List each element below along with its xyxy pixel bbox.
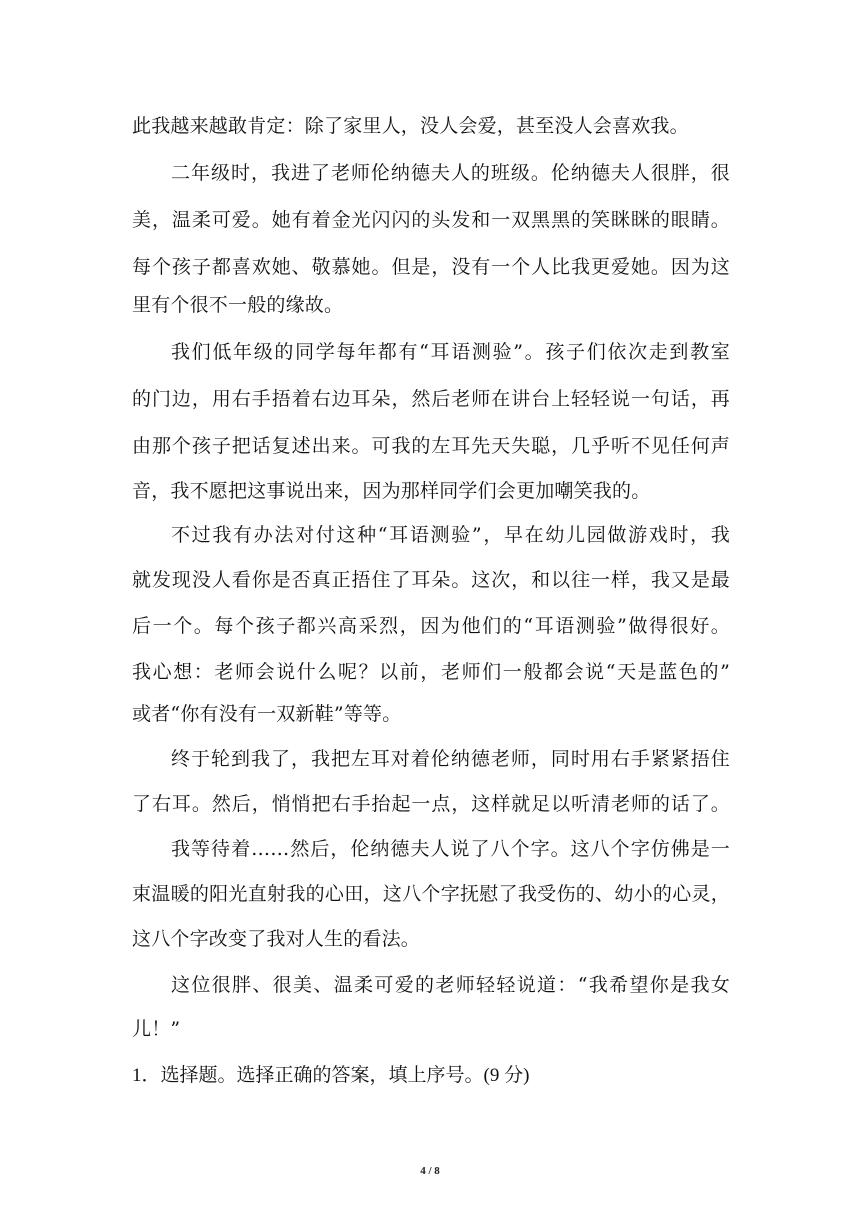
page-number: 4 / 8 (420, 1165, 440, 1177)
text-line-21: 儿！” (132, 1018, 181, 1040)
question-1: 1．选择题。选择正确的答案，填上序号。(9 分) (132, 1065, 530, 1086)
text-line-3: 美，温柔可爱。她有着金光闪闪的头发和一双黑黑的笑眯眯的眼睛。 (132, 209, 730, 231)
text-line-4: 每个孩子都喜欢她、敬慕她。但是，没有一个人比我更爱她。因为这 (132, 256, 730, 278)
text-line-1: 此我越来越敢肯定：除了家里人，没人会爱，甚至没人会喜欢我。 (132, 115, 689, 137)
text-line-6: 我们低年级的同学每年都有“耳语测验”。孩子们依次走到教室 (171, 341, 730, 363)
text-line-13: 我心想：老师会说什么呢？以前，老师们一般都会说“天是蓝色的” (132, 661, 730, 683)
text-line-7: 的门边，用右手捂着右边耳朵，然后老师在讲台上轻轻说一句话，再 (132, 388, 730, 410)
text-line-10: 不过我有办法对付这种“耳语测验”，早在幼儿园做游戏时，我 (171, 524, 730, 546)
text-line-9: 音，我不愿把这事说出来，因为那样同学们会更加嘲笑我的。 (132, 480, 651, 502)
text-line-15: 终于轮到我了，我把左耳对着伦纳德老师，同时用右手紧紧捂住 (171, 748, 730, 770)
text-line-12: 后一个。每个孩子都兴高采烈，因为他们的“耳语测验”做得很好。 (132, 615, 730, 637)
text-line-16: 了右耳。然后，悄悄把右手抬起一点，这样就足以听清老师的话了。 (132, 793, 730, 815)
text-line-8: 由那个孩子把话复述出来。可我的左耳先天失聪，几乎听不见任何声 (132, 435, 730, 457)
text-line-17: 我等待着……然后，伦纳德夫人说了八个字。这八个字仿佛是一 (171, 838, 730, 860)
text-line-11: 就发现没人看你是否真正捂住了耳朵。这次，和以往一样，我又是最 (132, 569, 730, 591)
text-line-2: 二年级时，我进了老师伦纳德夫人的班级。伦纳德夫人很胖，很 (171, 162, 730, 184)
text-line-5: 里有个很不一般的缘故。 (132, 294, 344, 316)
text-line-20: 这位很胖、很美、温柔可爱的老师轻轻说道：“我希望你是我女 (171, 974, 730, 996)
text-line-19: 这八个字改变了我对人生的看法。 (132, 928, 421, 950)
text-line-14: 或者“你有没有一双新鞋”等等。 (132, 703, 402, 725)
text-line-18: 束温暖的阳光直射我的心田，这八个字抚慰了我受伤的、幼小的心灵， (132, 883, 730, 905)
